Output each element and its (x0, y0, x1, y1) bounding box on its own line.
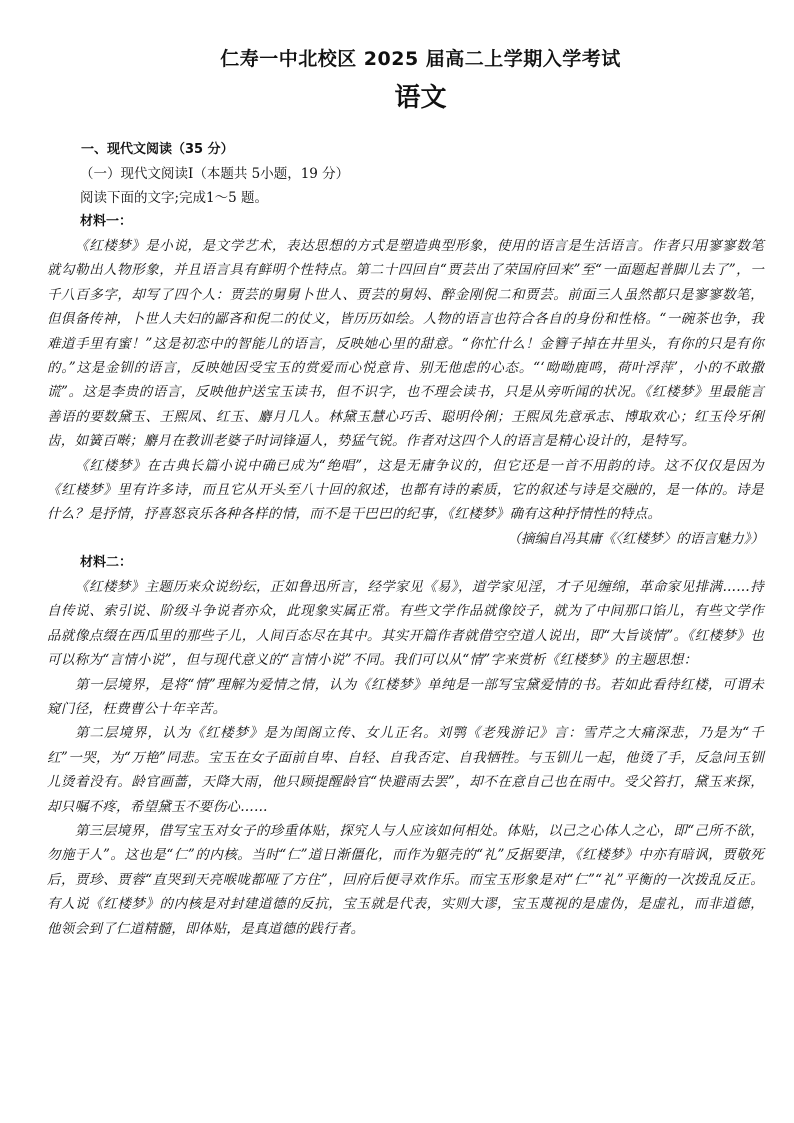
material-1-source: （摘编自冯其庸《〈红楼梦〉的语言魅力》） (507, 530, 764, 547)
material-1-label: 材料一： (80, 214, 133, 229)
exam-title: 仁寿一中北校区 2025 届高二上学期入学考试 (220, 48, 621, 70)
material-1-paragraph: 《红楼梦》在古典长篇小说中确已成为“绝唱”，这是无庸争议的，但它还是一首不用韵的诗。这不仅仅是因为《红楼梦》里有许多诗，而且它从开头至八十回的叙述，也都有诗的素质，它的叙述与诗是交融的，是一体的。诗是什么？是抒情，抒喜怒哀乐各种各样的情，而不是干巴巴的纪事，《红楼梦》确有这种抒情性的特点。 (47, 457, 764, 523)
reading-instruction: 阅读下面的文字;完成1～5 题。 (80, 190, 269, 206)
section-subheading: （一）现代文阅读Ⅰ（本题共 5小题，19 分） (80, 166, 350, 182)
material-2-paragraph: 第二层境界，认为《红楼梦》是为闺阁立传、女儿正名。刘鹗《老残游记》言：雪芹之大痛深悲，乃是为“千红”一哭，为“万艳”同悲。宝玉在女子面前自卑、自轻、自我否定、自我牺牲。与玉钏儿一起，他烫了手，反急问玉钏儿烫着没有。龄官画蔷，天降大雨，他只顾提醒龄官“快避雨去罢”，却不在意自己也在雨中。受父笞打，黛玉来探，却只嘱不疼，希望黛玉不要伤心…… (47, 725, 764, 815)
section-heading: 一、现代文阅读（35 分） (81, 142, 234, 157)
material-2-paragraph: 第三层境界，借写宝玉对女子的珍重体贴，探究人与人应该如何相处。体贴，以己之心体人之心，即“己所不欲，勿施于人”。这也是“仁”的内核。当时“仁”道日渐僵化，而作为躯壳的“礼”反据要津，《红楼梦》中亦有暗讽，贾敬死后，贾珍、贾蓉“直哭到天亮喉咙都哑了方住”，回府后便寻欢作乐。而宝玉形象是对“仁”“礼”平衡的一次拨乱反正。有人说《红楼梦》的内核是对封建道德的反抗，宝玉就是代表，实则大谬，宝玉蔑视的是虚伪，是虚礼，而非道德，他领会到了仁道精髓，即体贴，是真道德的践行者。 (47, 822, 764, 937)
subject-title: 语文 (394, 83, 447, 113)
material-2-paragraph: 第一层境界，是将“情”理解为爱情之情，认为《红楼梦》单纯是一部写宝黛爱情的书。若如此看待红楼，可谓未窥门径，枉费曹公十年辛苦。 (47, 676, 764, 717)
material-1-paragraph: 《红楼梦》是小说，是文学艺术，表达思想的方式是塑造典型形象，使用的语言是生活语言。作者只用寥寥数笔就勾勒出人物形象，并且语言具有鲜明个性特点。第二十四回自“贾芸出了荣国府回来”至“一面题起普脚儿去了”，一千八百多字，却写了四个人：贾芸的舅舅卜世人、贾芸的舅妈、醉金刚倪二和贾芸。前面三人虽然都只是寥寥数笔，但俱备传神，卜世人夫妇的鄙吝和倪二的仗义，皆历历如绘。人物的语言也符合各自的身份和性格。“一碗茶也争，我难道手里有蜜！”这是初恋中的智能儿的语言，反映她心里的甜意。“你忙什么！金簪子掉在井里头，有你的只是有你的。”这是金钏的语言，反映她因受宝玉的赏爱而心悦意肯、别无他虑的心态。“‘呦呦鹿鸣，荷叶浮萍’，小的不敢撒谎”。这是李贵的语言，反映他护送宝玉读书，但不识字，也不理会读书，只是从旁听闻的状况。《红楼梦》里最能言善语的要数黛玉、王熙凤、红玉、麝月几人。林黛玉慧心巧舌、聪明伶俐；王熙凤先意承志、博取欢心；红玉伶牙俐齿，如簧百啭；麝月在教训老婆子时词锋逼人，势猛气锐。作者对这四个人的语言是精心设计的，是特写。 (47, 238, 764, 450)
material-2-paragraph: 《红楼梦》主题历来众说纷纭，正如鲁迅所言，经学家见《易》，道学家见淫，才子见缠绵，革命家见排满……持自传说、索引说、阶级斗争说者亦众，此现象实属正常。有些文学作品就像饺子，就为了中间那口馅儿，有些文学作品就像点缀在西瓜里的那些子儿，人间百态尽在其中。其实开篇作者就借空空道人说出，即“大旨谈情”。《红楼梦》也可以称为“言情小说”，但与现代意义的“言情小说”不同。我们可以从“情”字来赏析《红楼梦》的主题思想： (47, 578, 764, 669)
material-2-label: 材料二： (80, 554, 133, 570)
